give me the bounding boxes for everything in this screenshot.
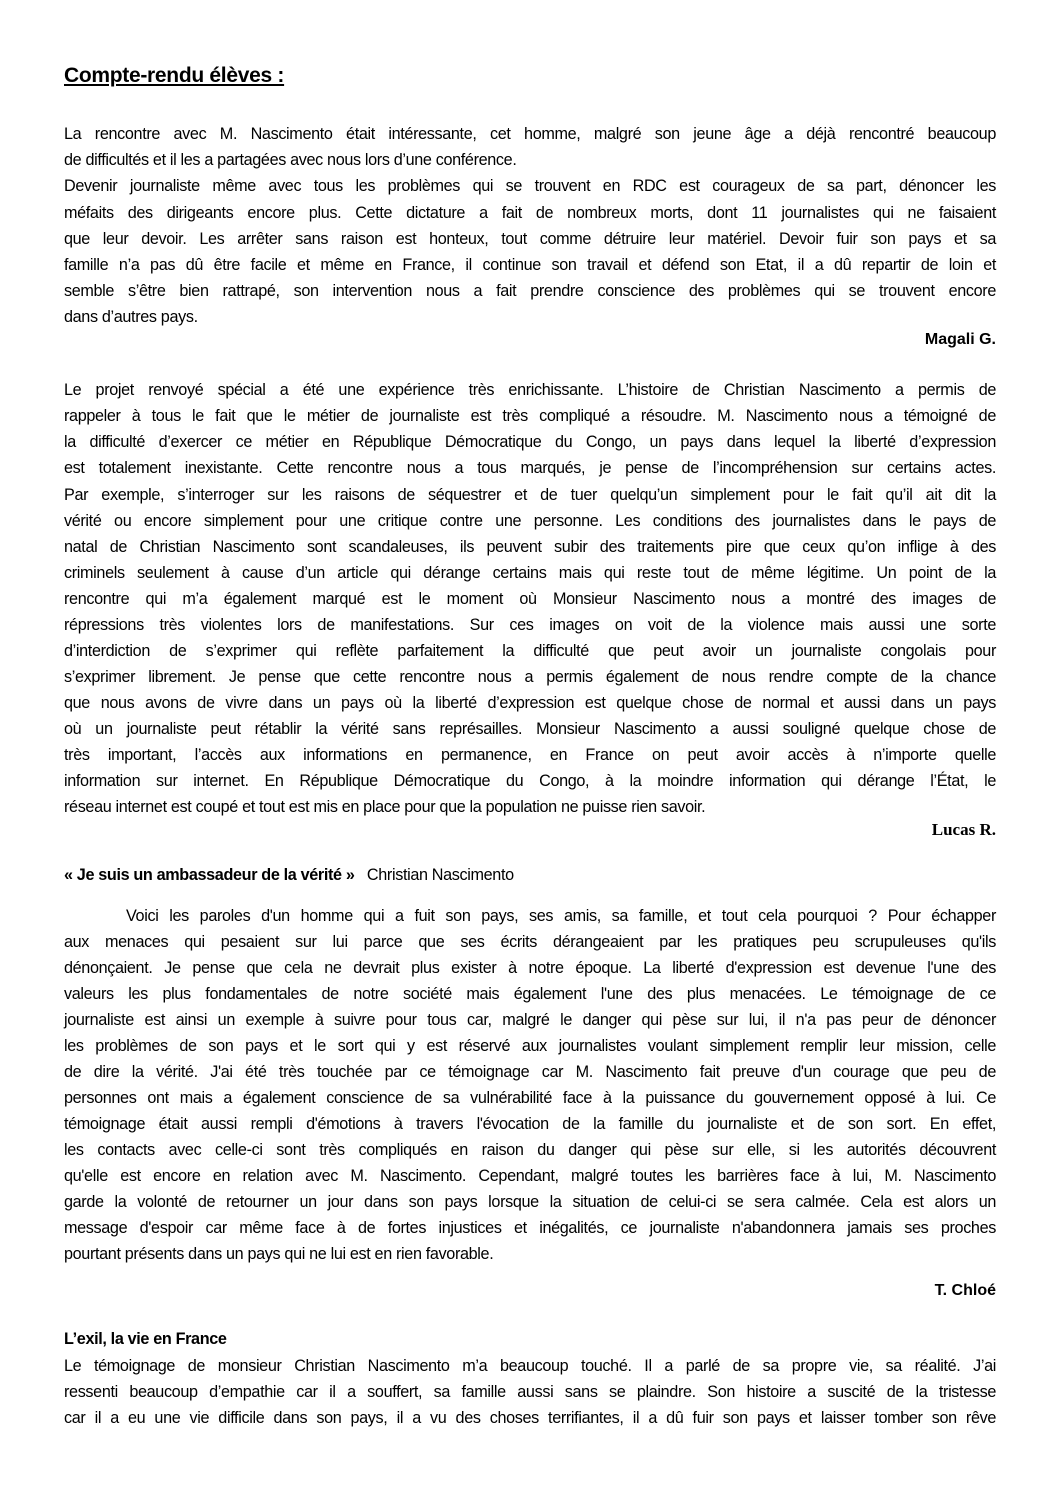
- text-line: vérité ou encore simplement pour une critique contre une personne. Les conditions des journalistes dans le pays de: [64, 512, 996, 530]
- signature: Magali G.: [924, 331, 996, 348]
- document-title: Compte-rendu élèves :: [64, 64, 285, 87]
- section-heading: [64, 866, 514, 885]
- text-line: répressions très violentes lors de manifestations. Sur ces images on voit de la violence mais aussi une sorte: [64, 616, 996, 634]
- text-line: journaliste est ainsi un exemple à suivre pour tous car, malgré le danger qui pèse sur lui, il n'a pas peur de dénoncer: [64, 1011, 996, 1029]
- text-line: les problèmes de son pays et le sort qui y est réservé aux journalistes voulant simplement remplir leur mission, celle: [64, 1037, 996, 1055]
- signature: Lucas R.: [931, 820, 996, 839]
- text-line: est totalement inexistante. Cette rencontre nous a tous marqués, je pense de l’incompréhension sur certains actes.: [64, 459, 996, 477]
- text-line: d’interdiction de s’exprimer qui reflète parfaitement la difficulté que peut avoir un journaliste congolais pour: [64, 642, 996, 660]
- text-line: réseau internet est coupé et tout est mis en place pour que la population ne puisse rien savoir.: [64, 798, 706, 816]
- text-line: aux menaces qui pesaient sur lui parce que ses écrits dérangeaient par les pratiques peu scrupuleuses qu'ils: [64, 933, 996, 951]
- heading-text: L’exil, la vie en France: [64, 1330, 227, 1348]
- text-line: ressenti beaucoup d’empathie car il a souffert, sa famille aussi sans se plaindre. Son histoire a suscité de la tristesse: [64, 1383, 996, 1401]
- text-line: Le projet renvoyé spécial a été une expérience très enrichissante. L’histoire de Christian Nascimento a permis de: [64, 381, 996, 399]
- heading-author: Christian Nascimento: [366, 866, 514, 884]
- text-line: que leur devoir. Les arrêter sans raison est honteux, tout comme détruire leur matériel. Devoir fuir son pays et sa: [64, 230, 996, 248]
- text-line: information sur internet. En République Démocratique du Congo, à la moindre information qui dérange l’État, le: [64, 772, 996, 790]
- text-line: les contacts avec celle-ci sont très compliqués en raison du danger qui pèse sur elle, si les autorités découvrent: [64, 1141, 996, 1159]
- text-line: la difficulté d’exercer ce métier en République Démocratique du Congo, un pays dans lequel la liberté d’expression: [64, 433, 996, 451]
- text-line: rappeler à tous le fait que le métier de journaliste est très compliqué a résoudre. M. Nascimento nous a témoigné de: [64, 407, 996, 425]
- text-line: rencontre qui m’a également marqué est le moment où Monsieur Nascimento nous a montré des images de: [64, 590, 996, 608]
- text-line: semble s’être bien rattrapé, son intervention nous a fait prendre conscience des problèmes qui se trouvent encore: [64, 282, 996, 300]
- text-line: criminels seulement à cause d’un article qui dérange certains mais qui reste tout de même légitime. Un point de la: [64, 564, 996, 582]
- text-line: que nous avons de vivre dans un pays où la liberté d’expression est quelque chose de normal et aussi dans un pays: [64, 694, 996, 712]
- text-line: Voici les paroles d'un homme qui a fuit son pays, ses amis, sa famille, et tout cela pourquoi ? Pour échapper: [126, 907, 996, 925]
- text-line: message d'espoir car même face à de fortes injustices et inégalités, ce journaliste n'abandonnera jamais ses proches: [64, 1219, 996, 1237]
- text-line: garde la volonté de retourner un jour dans son pays lorsque la situation de celui-ci se sera calmée. Cela est alors un: [64, 1193, 996, 1211]
- text-line: qu'elle est encore en relation avec M. Nascimento. Cependant, malgré toutes les barrières face à lui, M. Nascimento: [64, 1167, 996, 1185]
- text-line: valeurs les plus fondamentales de notre société mais également l'une des plus menacées. Le témoignage de ce: [64, 985, 996, 1003]
- text-line: méfaits des dirigeants encore plus. Cette dictature a fait de nombreux morts, dont 11 journalistes qui ne faisaient: [64, 204, 996, 222]
- text-line: La rencontre avec M. Nascimento était intéressante, cet homme, malgré son jeune âge a déjà rencontré beaucoup: [64, 125, 996, 143]
- text-line: car il a eu une vie difficile dans son pays, il a vu des choses terrifiantes, il a dû fuir son pays et laisser tomber son rêve: [64, 1409, 996, 1427]
- text-line: de dire la vérité. J'ai été très touchée par ce témoignage car M. Nascimento fait preuve d'un courage que peu de: [64, 1063, 996, 1081]
- text-line: Le témoignage de monsieur Christian Nascimento m’a beaucoup touché. Il a parlé de sa propre vie, sa réalité. J’ai: [64, 1357, 996, 1375]
- text-line: Devenir journaliste même avec tous les problèmes qui se trouvent en RDC est courageux de sa part, dénoncer les: [64, 177, 996, 195]
- section-heading: [64, 1330, 227, 1349]
- text-line: dénonçaient. Je pense que cela ne devrait plus exister à notre époque. La liberté d'expression est devenue l'une des: [64, 959, 996, 977]
- text-line: pourtant présents dans un pays qui ne lui est en rien favorable.: [64, 1245, 494, 1263]
- text-line: où un journaliste peut rétablir la vérité sans représailles. Monsieur Nascimento a aussi souligné quelque chose de: [64, 720, 996, 738]
- text-line: Par exemple, s’interroger sur les raisons de séquestrer et de tuer quelqu’un simplement pour le fait qu’il ait dit la: [64, 486, 996, 504]
- text-line: personnes ont mais a également conscience de sa vulnérabilité face à la puissance du gouvernement opposé à lui. Ce: [64, 1089, 996, 1107]
- text-line: s’exprimer librement. Je pense que cette rencontre nous a permis également de nous rendre compte de la chance: [64, 668, 996, 686]
- heading-quote: « Je suis un ambassadeur de la vérité »: [64, 866, 355, 884]
- text-line: témoignage était aussi rempli d'émotions à travers l'évocation de la famille du journaliste et de son sort. En effet,: [64, 1115, 996, 1133]
- text-line: dans d’autres pays.: [64, 308, 198, 326]
- text-line: famille n’a pas dû être facile et même en France, il continue son travail et défend son Etat, il a dû repartir de loin et: [64, 256, 996, 274]
- signature: T. Chloé: [934, 1282, 996, 1299]
- text-line: natal de Christian Nascimento sont scandaleuses, ils peuvent subir des traitements pire que ceux qu’on inflige à des: [64, 538, 996, 556]
- text-line: de difficultés et il les a partagées avec nous lors d’une conférence.: [64, 151, 517, 169]
- text-line: très important, l’accès aux informations en permanence, en France on peut avoir accès à n’importe quelle: [64, 746, 996, 764]
